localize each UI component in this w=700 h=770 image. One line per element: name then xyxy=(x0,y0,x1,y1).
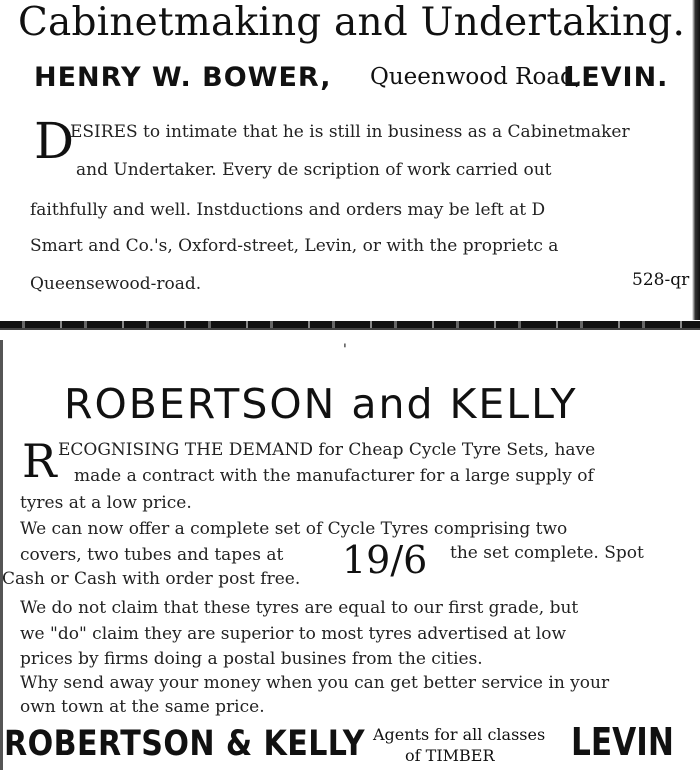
ad-bottom-footer-town: LEVIN xyxy=(571,720,674,764)
ad-bottom-line-5b: the set complete. Spot xyxy=(450,543,644,563)
price: 19/6 xyxy=(342,538,428,582)
ad-top-line-4: Smart and Co.'s, Oxford-street, Levin, or with the proprietc a xyxy=(30,236,559,256)
ad-top-code: 528-qr xyxy=(632,270,690,290)
ad-bottom-agents-line-2: of TIMBER xyxy=(405,746,495,765)
scan-edge-left xyxy=(0,340,3,770)
separator-mark: ' xyxy=(343,342,347,358)
ad-top-title: Cabinetmaking and Undertaking. xyxy=(18,0,686,45)
ad-bottom-footer-name: ROBERTSON & KELLY xyxy=(4,724,365,764)
ad-bottom-line-3: tyres at a low price. xyxy=(20,493,192,513)
ad-bottom-line-4: We can now offer a complete set of Cycle Tyres comprising two xyxy=(20,519,568,539)
column-divider xyxy=(0,321,700,328)
ad-top-line-3: faithfully and well. Instductions and orders may be left at D xyxy=(30,200,546,220)
ad-bottom-line-7: We do not claim that these tyres are equal to our first grade, but xyxy=(20,598,579,618)
ad-bottom-line-2: made a contract with the manufacturer for a large supply of xyxy=(74,466,594,486)
ad-bottom-line-8: we "do" claim they are superior to most tyres advertised at low xyxy=(20,624,567,644)
ad-top-address: Queenwood Road, xyxy=(370,64,583,90)
ad-top-drop-cap: D xyxy=(34,112,75,170)
column-divider-line xyxy=(0,328,700,330)
ad-top-line-2: and Undertaker. Every de scription of work carried out xyxy=(76,160,552,180)
ad-bottom-agents-line-1: Agents for all classes xyxy=(373,725,546,744)
ad-bottom-drop-cap: R xyxy=(22,434,57,488)
ad-top-line-5: Queensewood-road. xyxy=(30,274,202,294)
ad-bottom-title: ROBERTSON and KELLY xyxy=(64,380,578,428)
ad-top-name: HENRY W. BOWER, xyxy=(34,62,332,93)
ad-top-line-1: ESIRES to intimate that he is still in business as a Cabinetmaker xyxy=(70,122,630,142)
ad-bottom-line-11: own town at the same price. xyxy=(20,697,265,717)
ad-bottom-line-6: Cash or Cash with order post free. xyxy=(2,569,301,589)
ad-bottom-line-9: prices by firms doing a postal busines from the cities. xyxy=(20,649,483,669)
ad-bottom-line-10: Why send away your money when you can get better service in your xyxy=(20,673,610,693)
ad-bottom-line-5: covers, two tubes and tapes at xyxy=(20,545,284,565)
ad-bottom-line-1: ECOGNISING THE DEMAND for Cheap Cycle Tyre Sets, have xyxy=(58,440,596,460)
ad-top-town: LEVIN. xyxy=(563,62,669,93)
scan-edge xyxy=(692,0,700,320)
